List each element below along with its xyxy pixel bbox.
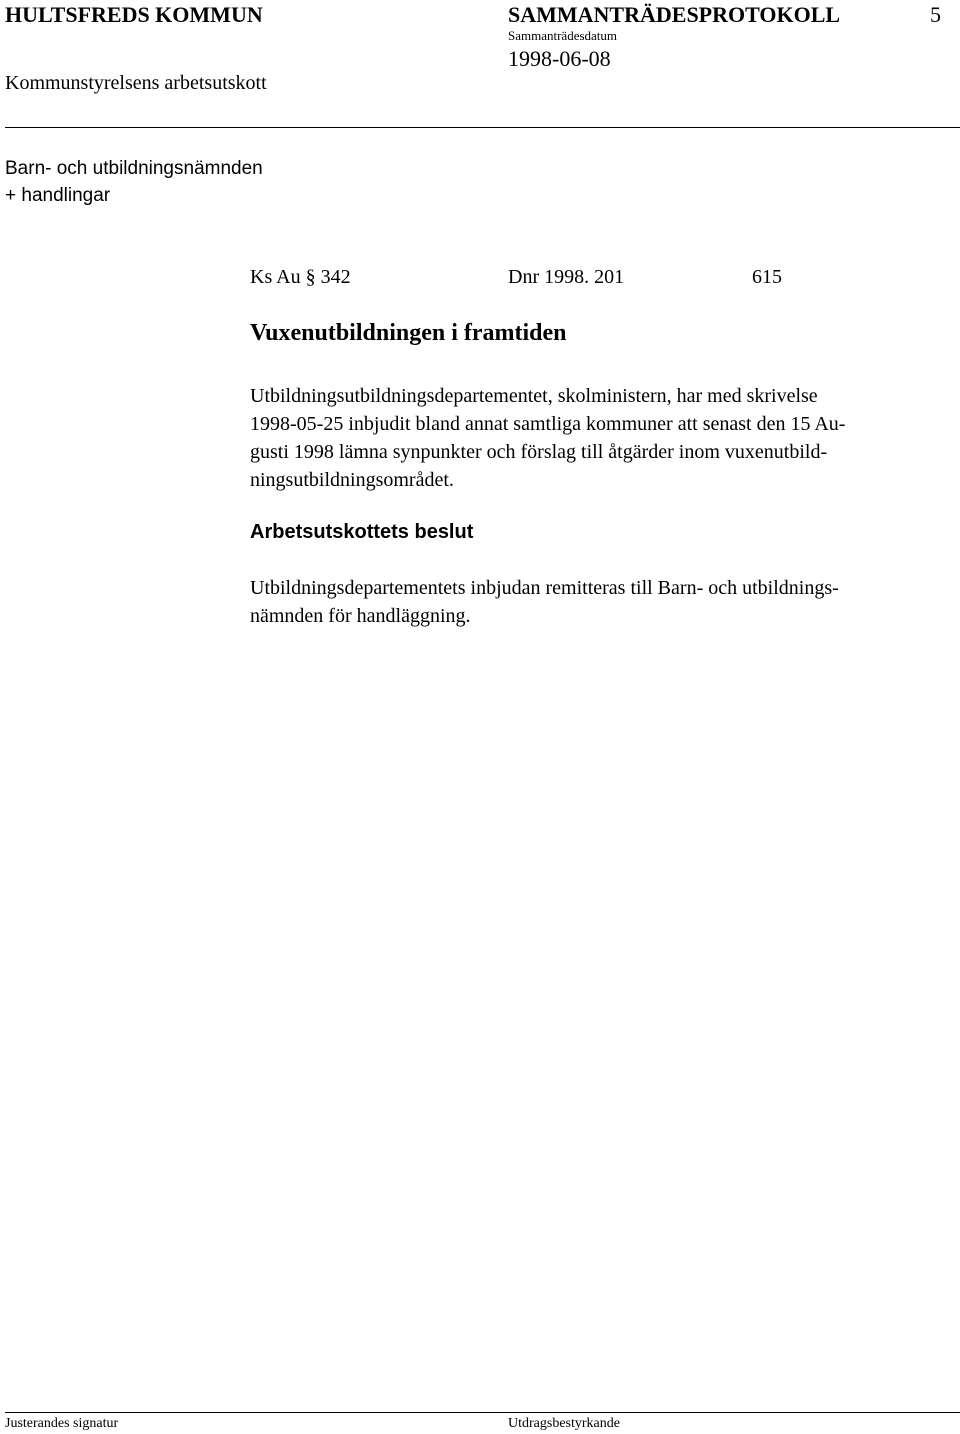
case-number: 615 [752, 266, 782, 288]
decision-line: nämnden för handläggning. [250, 605, 471, 627]
meeting-date-label: Sammanträdesdatum [508, 28, 618, 43]
signature-label: Justerandes signatur [5, 1416, 119, 1431]
intro-paragraph [250, 382, 940, 494]
decision-heading: Arbetsutskottets beslut [250, 521, 474, 543]
intro-line: 1998-05-25 inbjudit bland annat samtliga kommuner att senast den 15 Au- [250, 413, 846, 435]
paragraph-reference: Ks Au § 342 [250, 266, 351, 288]
case-title: Vuxenutbildningen i framtiden [250, 320, 567, 346]
recipient-line-2: + handlingar [5, 185, 111, 206]
header-divider [5, 127, 960, 128]
document-type: SAMMANTRÄDESPROTOKOLL [508, 2, 841, 27]
certification-label: Utdragsbestyrkande [508, 1416, 620, 1431]
diary-number: Dnr 1998. 201 [508, 266, 625, 288]
decision-line: Utbildningsdepartementets inbjudan remitteras till Barn- och utbildnings- [250, 577, 839, 599]
committee-name: Kommunstyrelsens arbetsutskott [5, 72, 267, 94]
footer-divider [5, 1412, 960, 1413]
decision-paragraph [250, 574, 940, 630]
intro-line: Utbildningsutbildningsdepartementet, skolministern, har med skrivelse [250, 385, 818, 407]
meeting-date: 1998-06-08 [508, 46, 611, 71]
page-number: 5 [930, 2, 941, 27]
intro-line: ningsutbildningsområdet. [250, 469, 454, 491]
intro-line: gusti 1998 lämna synpunkter och förslag till åtgärder inom vuxenutbild- [250, 441, 828, 463]
municipality-name: HULTSFREDS KOMMUN [5, 2, 263, 27]
recipient-line-1: Barn- och utbildningsnämnden [5, 158, 263, 179]
